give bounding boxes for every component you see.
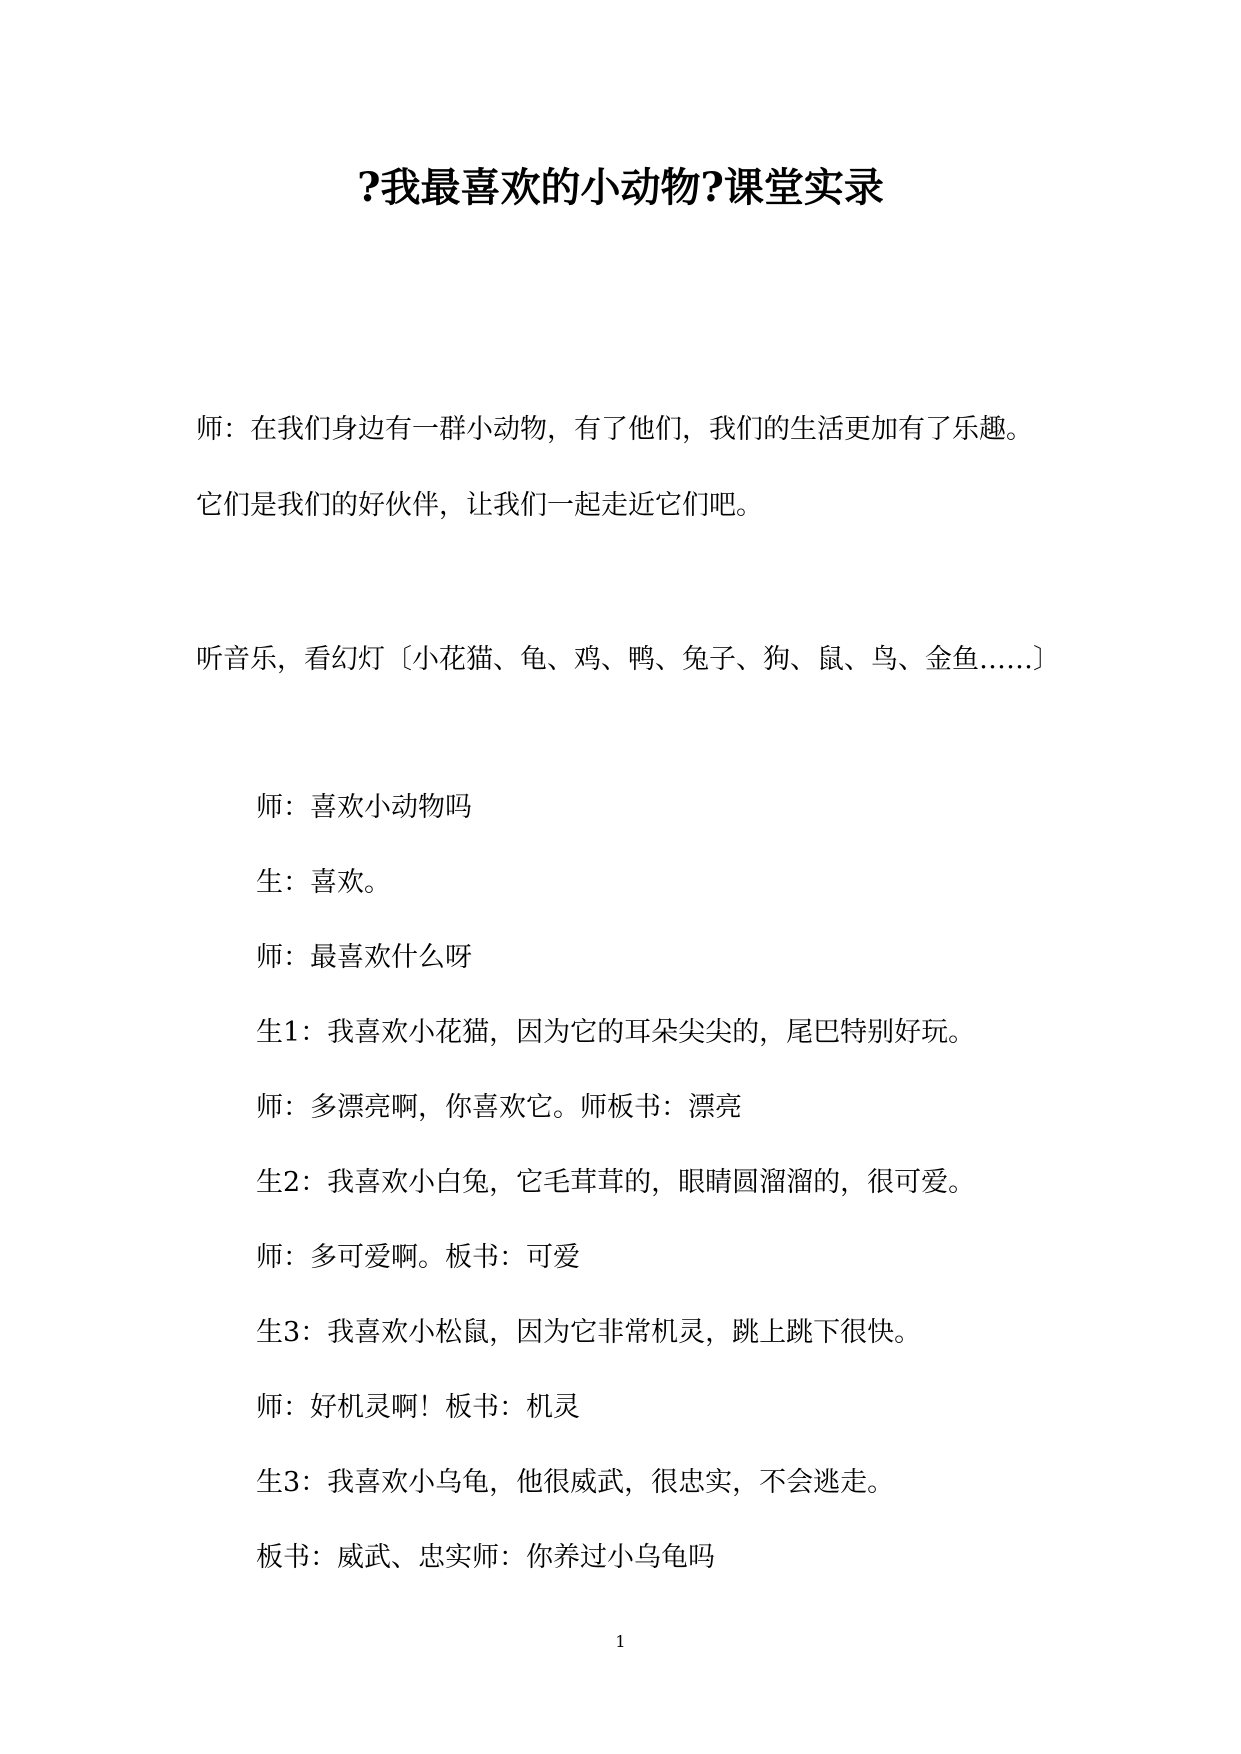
dialogue-line: 生1：我喜欢小花猫，因为它的耳朵尖尖的，尾巴特别好玩。 — [256, 1017, 976, 1048]
document-title: ?我最喜欢的小动物?课堂实录 — [357, 164, 884, 211]
dialogue-line: 师：多漂亮啊，你喜欢它。师板书：漂亮 — [256, 1092, 742, 1123]
intro-paragraph: 师：在我们身边有一群小动物，有了他们，我们的生活更加有了乐趣。它们是我们的好伙伴，让我们一起走近它们吧。 — [196, 414, 1033, 521]
dialogue-line: 生3：我喜欢小乌龟，他很威武，很忠实，不会逃走。 — [256, 1467, 895, 1498]
dialogue-line: 师：最喜欢什么呀 — [256, 942, 472, 973]
dialogue-line: 师：好机灵啊！板书：机灵 — [256, 1392, 580, 1423]
dialogue-line: 生2：我喜欢小白兔，它毛茸茸的，眼睛圆溜溜的，很可爱。 — [256, 1167, 976, 1198]
dialogue-line: 师：喜欢小动物吗 — [256, 792, 472, 823]
dialogue-line: 生3：我喜欢小松鼠，因为它非常机灵，跳上跳下很快。 — [256, 1317, 922, 1348]
dialogue-line: 师：多可爱啊。板书：可爱 — [256, 1242, 580, 1273]
dialogue-line: 板书：威武、忠实师：你养过小乌龟吗 — [256, 1542, 715, 1573]
dialogue-line: 生：喜欢。 — [256, 867, 391, 898]
music-slides-paragraph: 听音乐，看幻灯〔小花猫、龟、鸡、鸭、兔子、狗、鼠、鸟、金鱼……〕 — [196, 644, 1060, 675]
page-number: 1 — [615, 1632, 626, 1651]
